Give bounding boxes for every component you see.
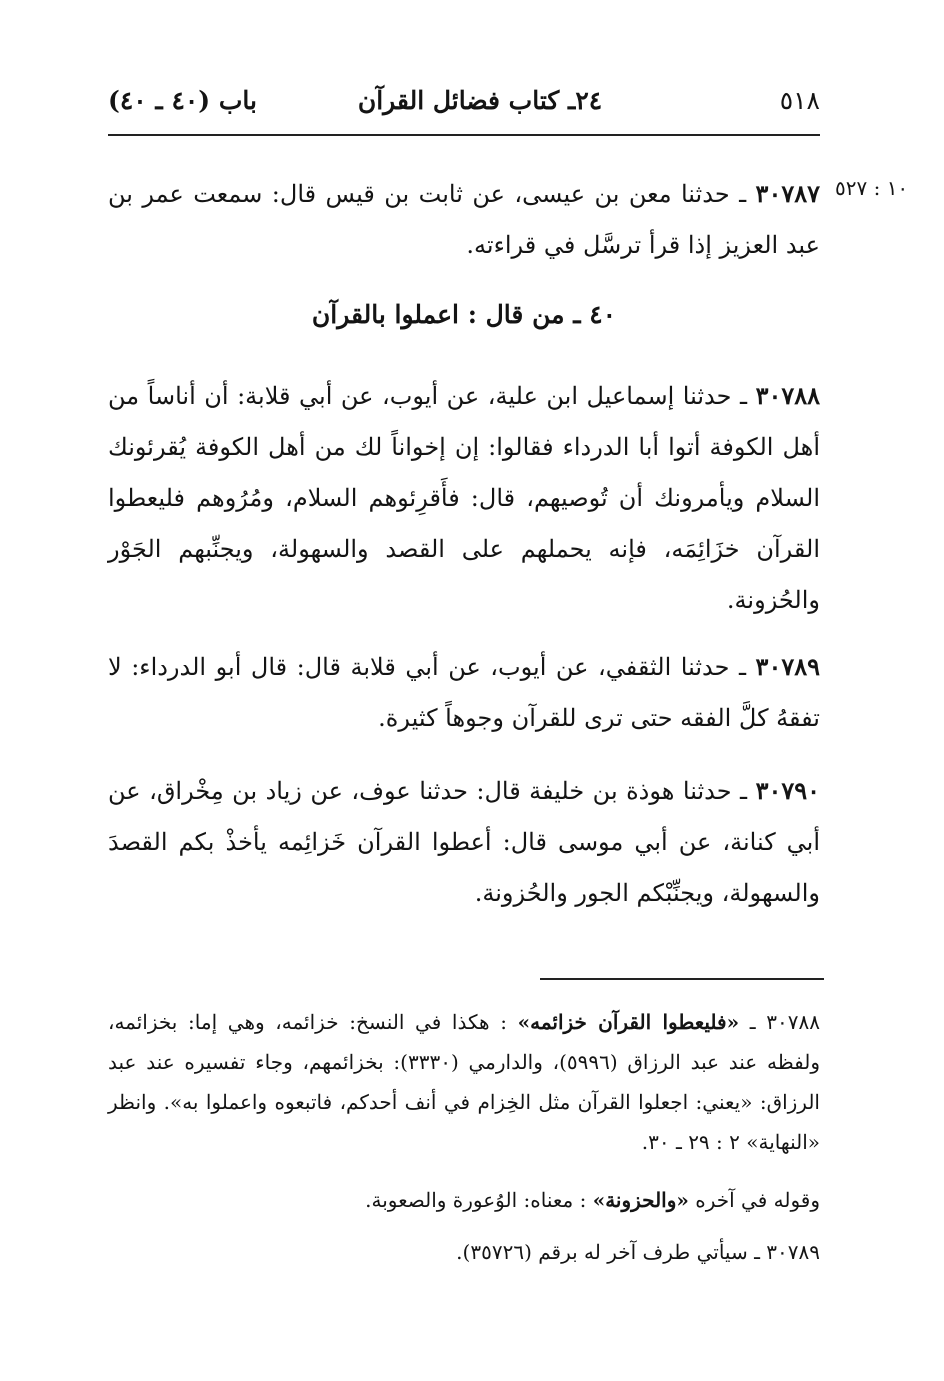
hadith-number: ٣٠٧٨٨ bbox=[755, 381, 821, 410]
hadith-number: ٣٠٧٨٩ bbox=[755, 652, 820, 681]
margin-reference: ١٠ : ٥٢٧ bbox=[835, 176, 909, 200]
footnote-prefix: وقوله في آخره bbox=[688, 1188, 820, 1212]
footnote-quote: «فليعطوا القرآن خزائمه» bbox=[517, 1010, 740, 1034]
hadith-text: ـ حدثنا إسماعيل ابن علية، عن أيوب، عن أبي قلابة: أن أناساً من أهل الكوفة أتوا أبا الدرداء فقالوا: إن إخواناً لك من أهل الكوفة يُقرئونك السلام ويأمرونك أن تُوصيهم، قال: فأَقرِئوهم السلام، ومُرُوهم فليعطوا القرآن خزَائِمَه، فإنه يحملهم على القصد والسهولة، ويجنِّبهم الجَوْر والحُزونة. bbox=[108, 382, 820, 614]
hadith-text: ـ حدثنا الثقفي، عن أيوب، عن أبي قلابة قال: قال أبو الدرداء: لا تفقهُ كلَّ الفقه حتى ترى للقرآن وجوهاً كثيرة. bbox=[108, 653, 820, 732]
footnote-30789 bbox=[108, 1232, 820, 1272]
hadith-number: ٣٠٧٩٠ bbox=[755, 776, 821, 805]
hadith-text: ـ حدثنا هوذة بن خليفة قال: حدثنا عوف، عن زياد بن مِخْراق، عن أبي كنانة، عن أبي موسى قال: أعطوا القرآن خَزائِمه يأخذْ بكم القصدَ والسهولة، ويجنِّبْكم الجور والحُزونة. bbox=[108, 777, 820, 907]
footnote-text: ـ سيأتي طرف آخر له برقم (٣٥٧٢٦). bbox=[456, 1240, 767, 1264]
footnote-number: ٣٠٧٨٩ bbox=[766, 1240, 820, 1264]
book-title: ٢٤ـ كتاب فضائل القرآن bbox=[357, 86, 603, 115]
hadith-30789 bbox=[108, 641, 820, 744]
hadith-30787 bbox=[108, 168, 820, 271]
hadith-text: ـ حدثنا معن بن عيسى، عن ثابت بن قيس قال: سمعت عمر بن عبد العزيز إذا قرأ ترسَّل في قراءته. bbox=[108, 180, 820, 259]
footnote-text: : هكذا في النسخ: خزائمه، وهي إما: بخزائمه، ولفظه عند عبد الرزاق (٥٩٩٦)، والدارمي (٣٣٣٠): بخزائمهم، وجاء تفسيره عند عبد الرزاق: «يعني: اجعلوا القرآن مثل الخِزام في أنف أحدكم، فاتبعوه واعملوا به». وانظر «النهاية» ٢ : ٢٩ ـ ٣٠. bbox=[108, 1010, 820, 1154]
section-heading: ٤٠ ـ من قال : اعملوا بالقرآن bbox=[311, 300, 617, 329]
footnote-number: ٣٠٧٨٨ ـ bbox=[749, 1010, 821, 1034]
footnote-quote: «والحزونة» bbox=[592, 1188, 689, 1212]
footnote-30788 bbox=[108, 1002, 820, 1162]
chapter-reference: باب (٤٠ ـ ٤٠) bbox=[108, 86, 257, 115]
header-rule bbox=[108, 134, 820, 136]
hadith-number: ٣٠٧٨٧ bbox=[755, 179, 820, 208]
hadith-30788 bbox=[108, 370, 820, 626]
page-number: ٥١٨ bbox=[779, 86, 820, 115]
hadith-30790 bbox=[108, 765, 820, 919]
footnote-hazuna bbox=[108, 1180, 820, 1220]
footnote-text: : معناه: الوُعورة والصعوبة. bbox=[365, 1188, 593, 1212]
footnote-rule bbox=[540, 978, 824, 980]
